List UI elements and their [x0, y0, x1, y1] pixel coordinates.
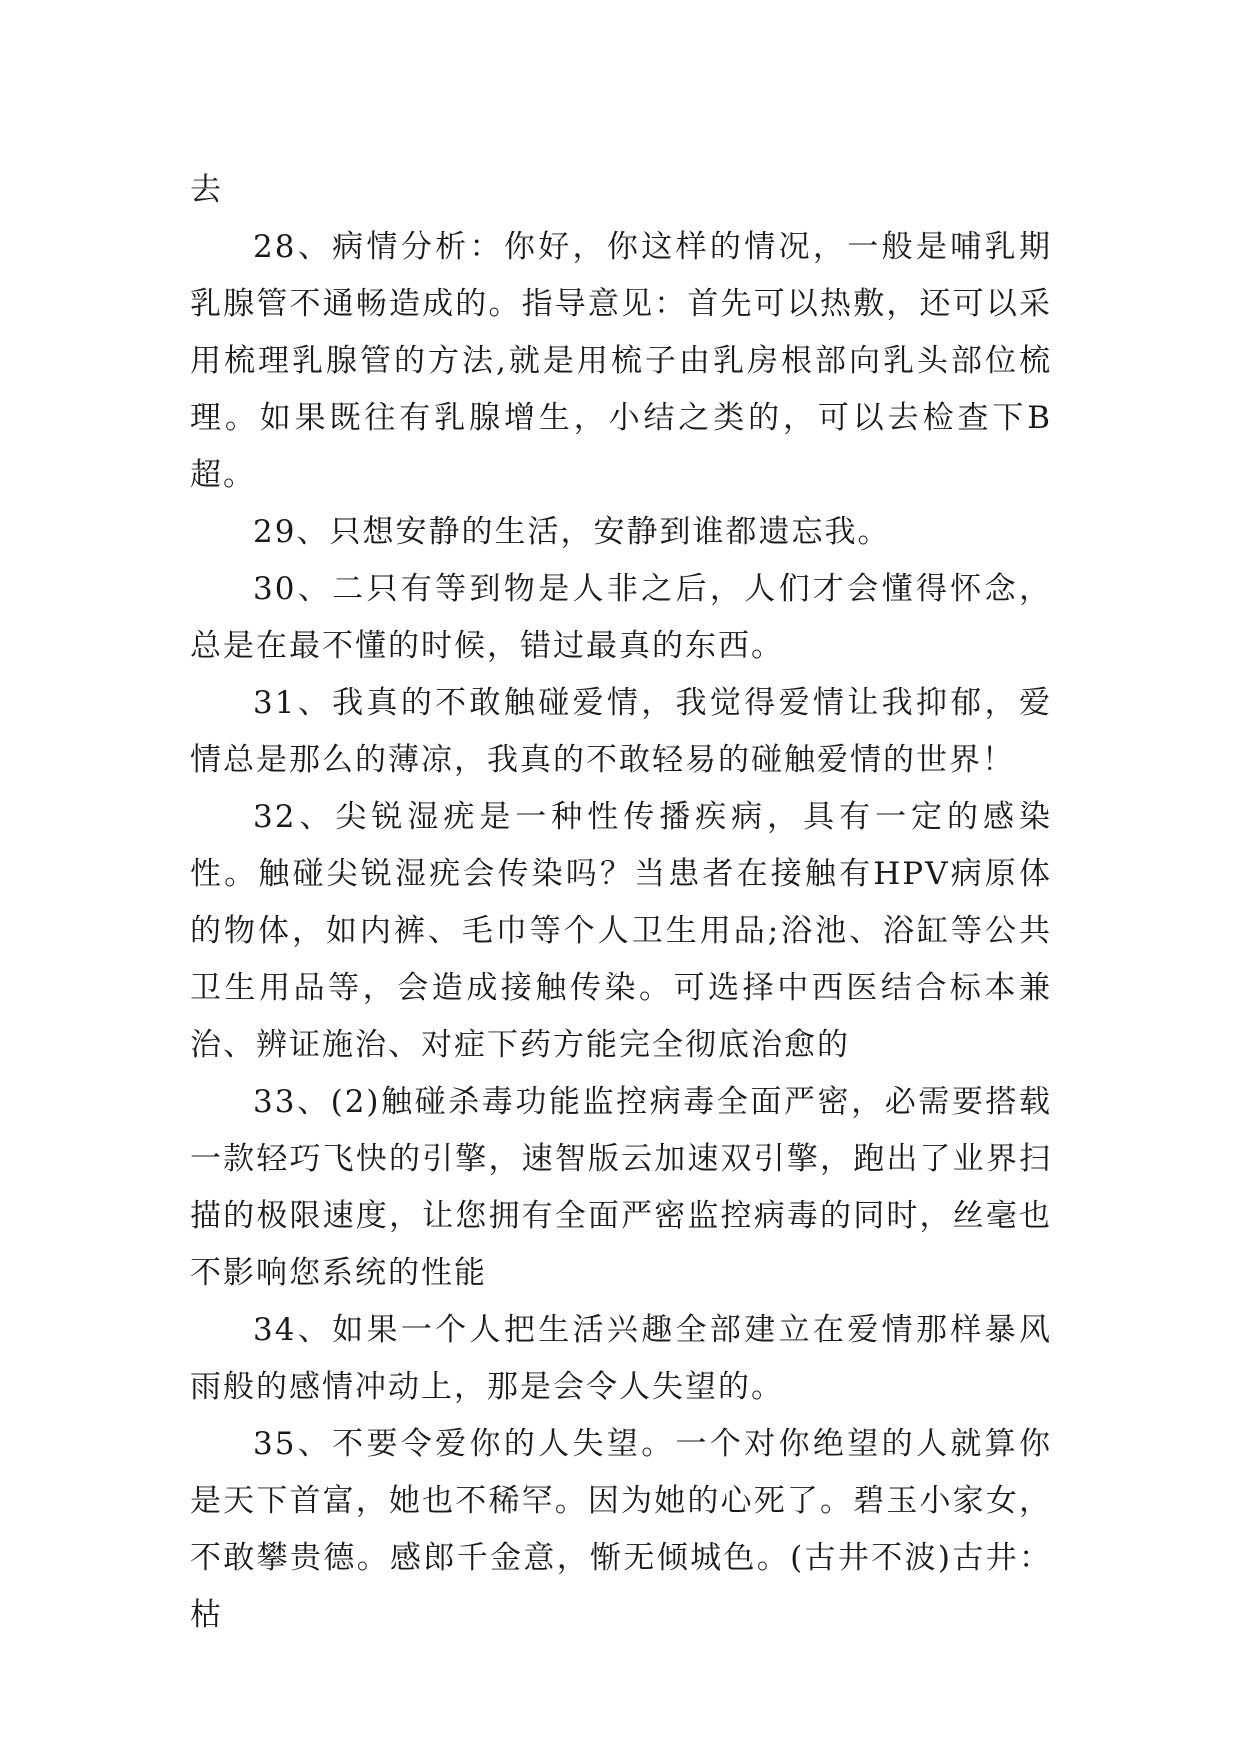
document-body: [190, 162, 1052, 1644]
paragraph-continuation: 去: [190, 172, 223, 208]
paragraph-31: 31、我真的不敢触碰爱情，我觉得爱情让我抑郁，爱情总是那么的薄凉，我真的不敢轻易的碰触爱情的世界！: [190, 685, 1052, 778]
paragraph-34: 34、如果一个人把生活兴趣全部建立在爱情那样暴风雨般的感情冲动上，那是会令人失望的。: [190, 1312, 1052, 1405]
paragraph-28: 28、病情分析：你好，你这样的情况，一般是哺乳期乳腺管不通畅造成的。指导意见：首先可以热敷，还可以采用梳理乳腺管的方法,就是用梳子由乳房根部向乳头部位梳理。如果既往有乳腺增生，小结之类的，可以去检查下B超。: [190, 229, 1052, 493]
paragraph-32: 32、尖锐湿疣是一种性传播疾病，具有一定的感染性。触碰尖锐湿疣会传染吗？当患者在接触有HPV病原体的物体，如内裤、毛巾等个人卫生用品;浴池、浴缸等公共卫生用品等，会造成接触传染。可选择中西医结合标本兼治、辨证施治、对症下药方能完全彻底治愈的: [190, 799, 1052, 1063]
paragraph-35: 35、不要令爱你的人失望。一个对你绝望的人就算你是天下首富，她也不稀罕。因为她的心死了。碧玉小家女，不敢攀贵德。感郎千金意，惭无倾城色。(古井不波)古井：枯: [190, 1426, 1052, 1633]
paragraph-33: 33、(2)触碰杀毒功能监控病毒全面严密，必需要搭载一款轻巧飞快的引擎，速智版云加速双引擎，跑出了业界扫描的极限速度，让您拥有全面严密监控病毒的同时，丝毫也不影响您系统的性能: [190, 1084, 1052, 1291]
paragraph-29: 29、只想安静的生活，安静到谁都遗忘我。: [253, 514, 891, 550]
paragraph-30: 30、二只有等到物是人非之后，人们才会懂得怀念，总是在最不懂的时候，错过最真的东西。: [190, 571, 1052, 664]
